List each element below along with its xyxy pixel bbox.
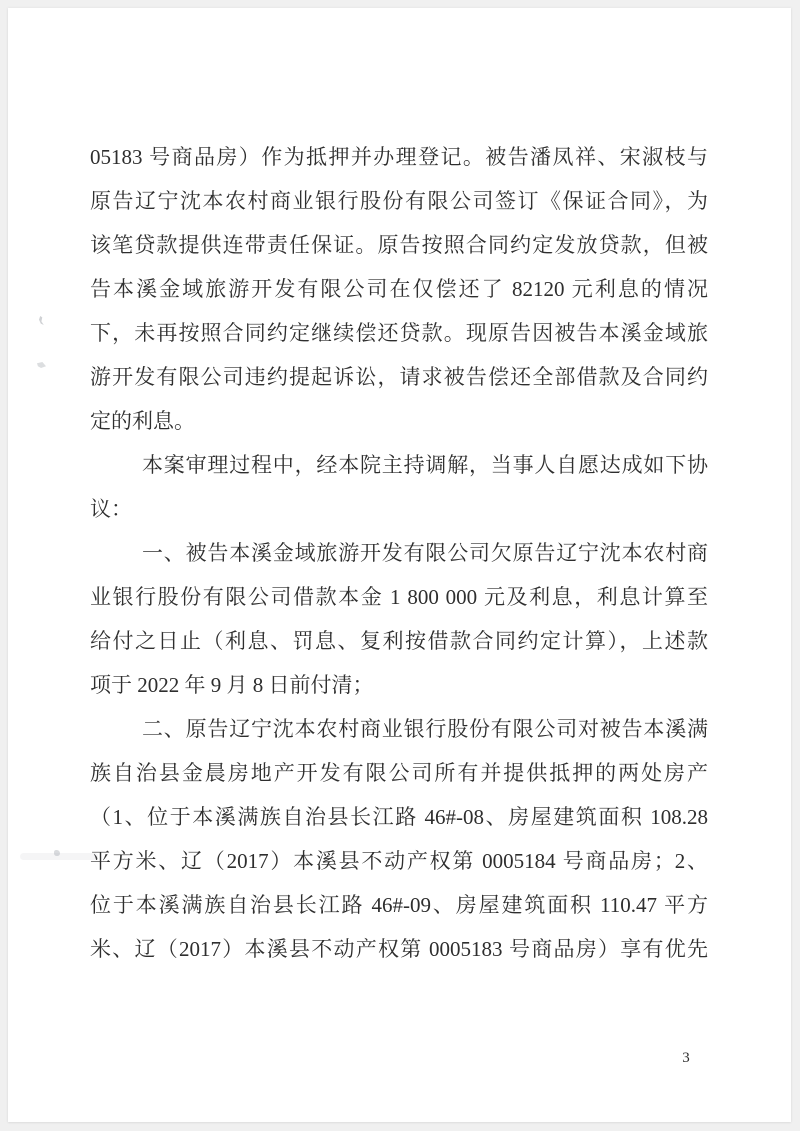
text-line: 位于本溪满族自治县长江路 46#-09、房屋建筑面积 110.47 平方 xyxy=(90,893,708,917)
text-line: 本案审理过程中，经本院主持调解，当事人自愿达成如下协 xyxy=(142,453,708,477)
document-body xyxy=(90,135,708,971)
text-line: 米、辽（2017）本溪县不动产权第 0005183 号商品房）享有优先 xyxy=(90,937,708,961)
text-line: 游开发有限公司违约提起诉讼，请求被告偿还全部借款及合同约 xyxy=(90,365,708,389)
scan-artifact xyxy=(37,362,46,368)
text-line: 议： xyxy=(90,497,132,521)
text-line: 族自治县金晨房地产开发有限公司所有并提供抵押的两处房产 xyxy=(90,761,708,785)
text-line: 二、原告辽宁沈本农村商业银行股份有限公司对被告本溪满 xyxy=(142,717,708,741)
text-line: 业银行股份有限公司借款本金 1 800 000 元及利息，利息计算至 xyxy=(90,585,708,609)
text-line: 平方米、辽（2017）本溪县不动产权第 0005184 号商品房；2、 xyxy=(90,849,708,873)
text-line: 下，未再按照合同约定继续偿还贷款。现原告因被告本溪金域旅 xyxy=(90,321,708,345)
text-line: 原告辽宁沈本农村商业银行股份有限公司签订《保证合同》，为 xyxy=(90,189,708,213)
scan-artifact xyxy=(20,853,98,860)
text-line: 05183 号商品房）作为抵押并办理登记。被告潘凤祥、宋淑枝与 xyxy=(90,145,708,169)
scan-artifact xyxy=(54,850,60,856)
text-line: 告本溪金域旅游开发有限公司在仅偿还了 82120 元利息的情况 xyxy=(90,277,708,301)
text-line: （1、位于本溪满族自治县长江路 46#-08、房屋建筑面积 108.28 xyxy=(90,805,708,829)
scan-artifact xyxy=(39,316,45,325)
text-line: 该笔贷款提供连带责任保证。原告按照合同约定发放贷款，但被 xyxy=(90,233,708,257)
text-line: 给付之日止（利息、罚息、复利按借款合同约定计算），上述款 xyxy=(90,629,708,653)
text-line: 一、被告本溪金域旅游开发有限公司欠原告辽宁沈本农村商 xyxy=(142,541,708,565)
text-line: 项于 2022 年 9 月 8 日前付清； xyxy=(90,673,374,697)
text-line: 定的利息。 xyxy=(90,409,195,433)
page-number: 3 xyxy=(682,1050,690,1066)
document-page xyxy=(8,8,791,1122)
